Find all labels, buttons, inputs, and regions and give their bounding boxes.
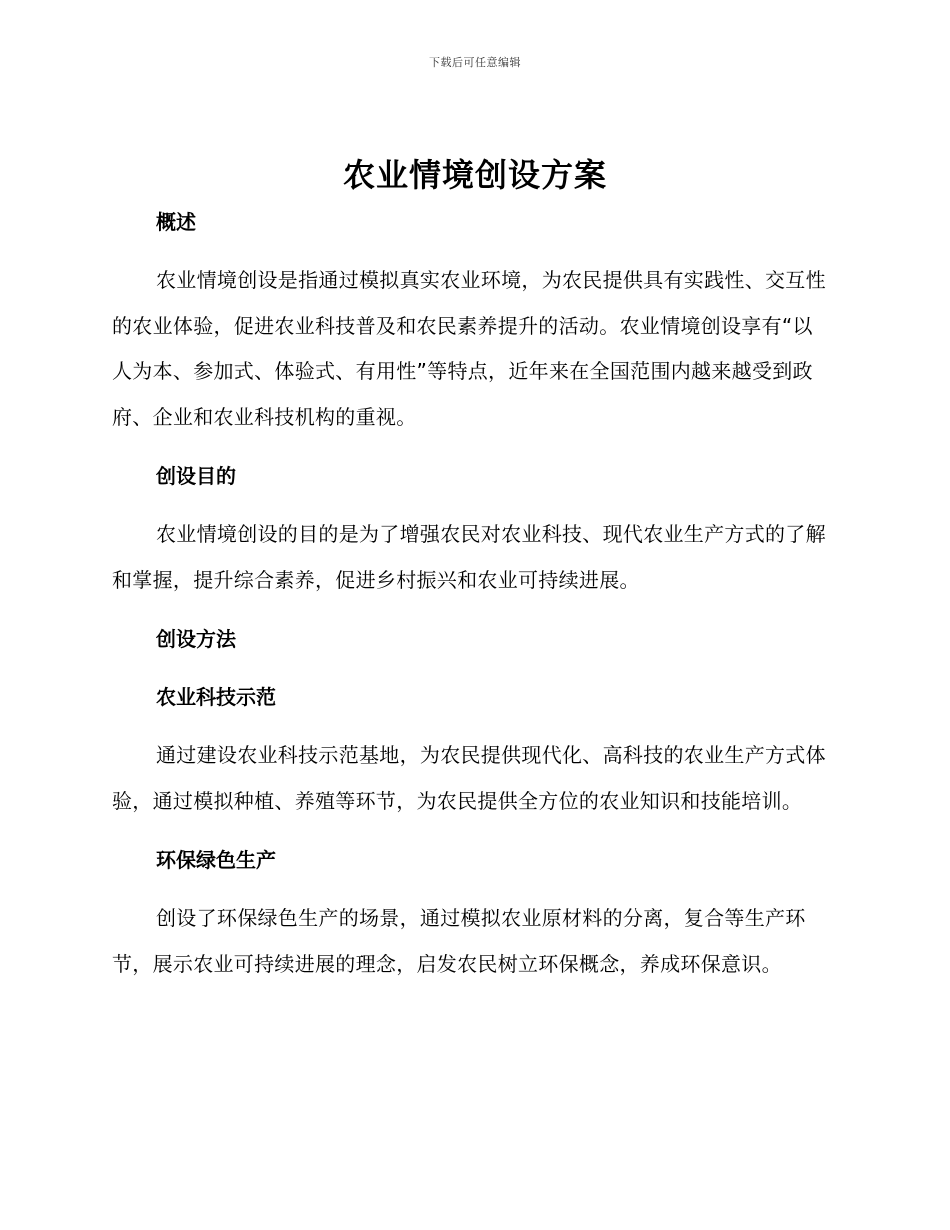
paragraph-green: 创设了环保绿色生产的场景，通过模拟农业原材料的分离，复合等生产环节，展示农业可持续进展的理念，启发农民树立环保概念，养成环保意识。 — [112, 906, 806, 976]
document-body — [112, 200, 832, 987]
section-heading-demo: 农业科技示范 — [156, 685, 276, 709]
paragraph-demo: 通过建设农业科技示范基地，为农民提供现代化、高科技的农业生产方式体验，通过模拟种植、养殖等环节，为农民提供全方位的农业知识和技能培训。 — [112, 743, 826, 813]
paragraph-overview: 农业情境创设是指通过模拟真实农业环境，为农民提供具有实践性、交互性的农业体验，促进农业科技普及和农民素养提升的活动。农业情境创设享有“以人为本、参加式、体验式、有用性”等特点，近年来在全国范围内越来越受到政府、企业和农业科技机构的重视。 — [112, 268, 826, 429]
header-note: 下载后可任意编辑 — [429, 56, 521, 69]
paragraph-purpose: 农业情境创设的目的是为了增强农民对农业科技、现代农业生产方式的了解和掌握，提升综合素养，促进乡村振兴和农业可持续进展。 — [112, 522, 826, 592]
section-heading-green: 环保绿色生产 — [156, 848, 276, 872]
section-heading-purpose: 创设目的 — [156, 464, 236, 488]
section-heading-method: 创设方法 — [156, 627, 236, 651]
section-heading-overview: 概述 — [156, 210, 196, 234]
document-title: 农业情境创设方案 — [342, 156, 607, 194]
